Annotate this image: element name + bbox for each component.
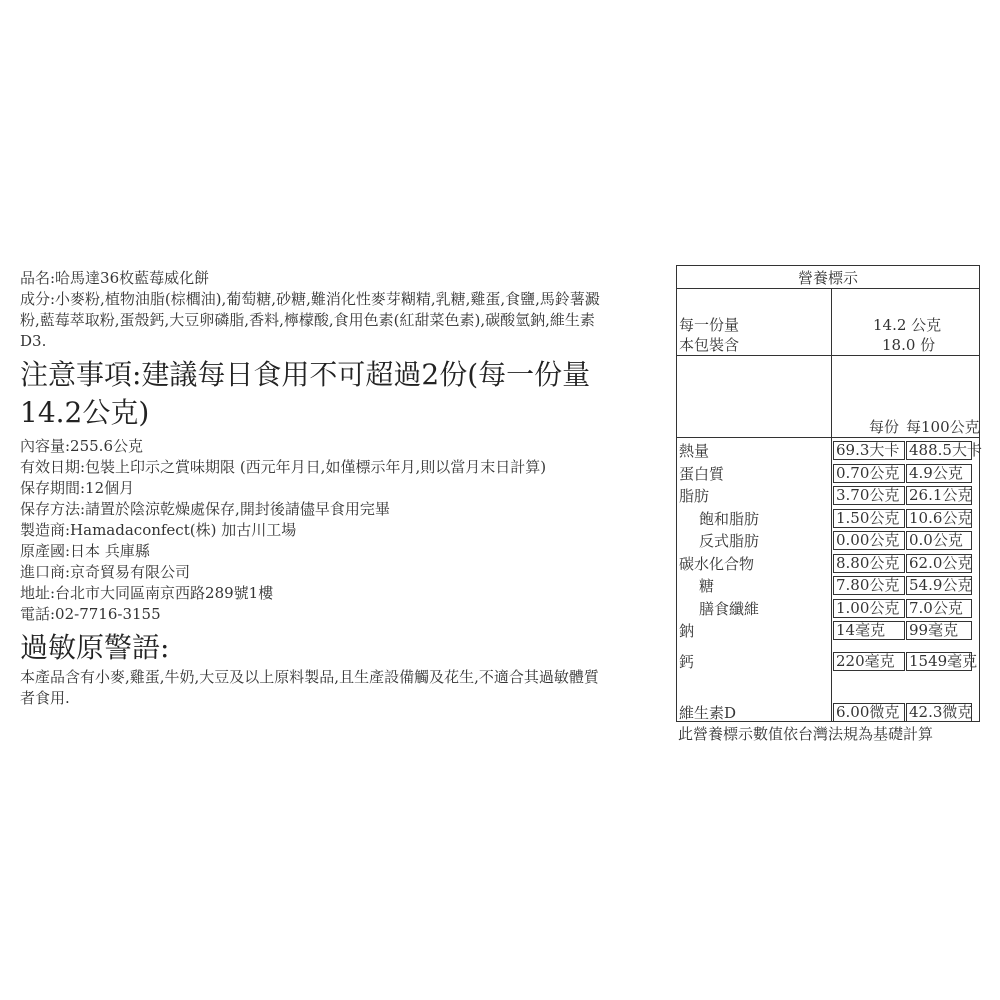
content-amount: 內容量:255.6公克	[20, 437, 143, 455]
per-100g-value: 0.0公克	[906, 531, 972, 550]
serving-size-label: 每一份量	[679, 316, 740, 334]
nutrient-label: 反式脂肪	[699, 532, 760, 550]
per-serving-value: 220毫克	[833, 652, 905, 671]
per-serving-value: 1.00公克	[833, 599, 905, 618]
per-serving-value: 0.00公克	[833, 531, 905, 550]
address: 地址:台北市大同區南京西路289號1樓	[20, 584, 274, 602]
phone: 電話:02-7716-3155	[20, 605, 161, 623]
nutrient-label: 鈉	[679, 622, 695, 640]
per-100g-value: 99毫克	[906, 621, 972, 640]
nutrient-label: 脂肪	[679, 487, 710, 505]
nutrition-title: 營養標示	[797, 269, 858, 287]
divider	[677, 437, 979, 438]
divider	[831, 288, 832, 722]
per-serving-value: 6.00微克	[833, 703, 905, 722]
expiry-date: 有效日期:包裝上印示之賞味期限 (西元年月日,如僅標示年月,則以當月末日計算)	[20, 458, 547, 476]
allergen-heading: 過敏原警語:	[20, 631, 170, 664]
serving-size-value: 14.2 公克	[873, 316, 942, 334]
per-100g-value: 10.6公克	[906, 509, 972, 528]
per-100g-value: 7.0公克	[906, 599, 972, 618]
per-serving-value: 69.3大卡	[833, 441, 905, 460]
per-100g-value: 1549毫克	[906, 652, 972, 671]
origin-country: 原產國:日本 兵庫縣	[20, 542, 150, 560]
ingredients-text: 成分:小麥粉,植物油脂(棕櫚油),葡萄糖,砂糖,難消化性麥芽糊精,乳糖,雞蛋,食鹽,馬鈴薯澱粉,藍莓萃取粉,蛋殼鈣,大豆卵磷脂,香料,檸檬酸,食用色素(紅甜菜色素),碳酸氫鈉,維生素D3.	[20, 290, 600, 350]
shelf-life: 保存期間:12個月	[20, 479, 135, 497]
nutrient-label: 膳食纖維	[699, 600, 760, 618]
per-100g-value: 54.9公克	[906, 576, 972, 595]
per-100g-value: 488.5大卡	[906, 441, 972, 460]
per-serving-value: 3.70公克	[833, 486, 905, 505]
nutrient-label: 飽和脂肪	[699, 510, 760, 528]
divider	[677, 355, 979, 356]
storage-method: 保存方法:請置於陰涼乾燥處保存,開封後請儘早食用完畢	[20, 500, 390, 518]
servings-label: 本包裝含	[679, 336, 740, 354]
per-100g-value: 62.0公克	[906, 554, 972, 573]
per-serving-value: 7.80公克	[833, 576, 905, 595]
per-serving-value: 0.70公克	[833, 464, 905, 483]
allergen-text: 本產品含有小麥,雞蛋,牛奶,大豆及以上原料製品,且生產設備觸及花生,不適合其過敏體質者食用.	[20, 668, 599, 707]
divider	[677, 288, 979, 289]
per-serving-value: 14毫克	[833, 621, 905, 640]
per-serving-header: 每份	[869, 418, 900, 436]
product-info-section	[20, 268, 620, 709]
nutrition-facts-panel	[676, 265, 980, 722]
manufacturer: 製造商:Hamadaconfect(株) 加古川工場	[20, 521, 297, 539]
nutrient-label: 蛋白質	[679, 465, 725, 483]
product-name: 品名:哈馬達36枚藍莓威化餅	[20, 269, 210, 287]
servings-value: 18.0 份	[882, 336, 936, 354]
importer: 進口商:京奇貿易有限公司	[20, 563, 191, 581]
nutrition-footnote: 此營養標示數值依台灣法規為基礎計算	[678, 725, 934, 743]
per-100g-value: 42.3微克	[906, 703, 972, 722]
per-serving-value: 1.50公克	[833, 509, 905, 528]
nutrient-label: 碳水化合物	[679, 555, 755, 573]
per-100g-value: 26.1公克	[906, 486, 972, 505]
nutrient-label: 熱量	[679, 442, 710, 460]
nutrient-label: 鈣	[679, 653, 695, 671]
per-serving-value: 8.80公克	[833, 554, 905, 573]
per-100g-header: 每100公克	[906, 418, 980, 436]
notice-heading: 注意事項:建議每日食用不可超過2份(每一份量14.2公克)	[20, 358, 591, 429]
per-100g-value: 4.9公克	[906, 464, 972, 483]
nutrient-label: 糖	[699, 577, 715, 595]
nutrient-label: 維生素D	[679, 704, 737, 722]
